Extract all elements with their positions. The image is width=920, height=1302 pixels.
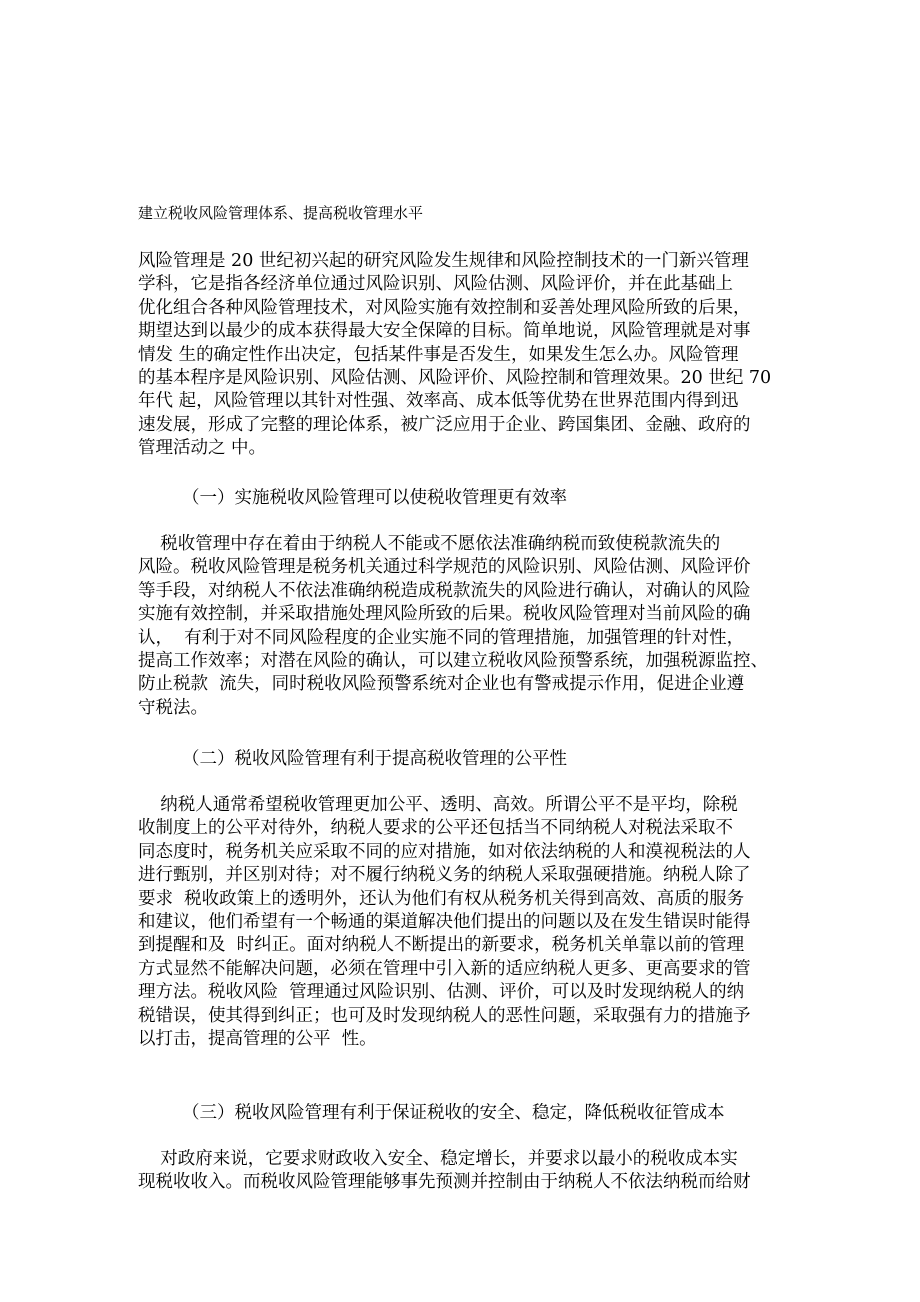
text-line: 纳税人通常希望税收管理更加公平、透明、高效。所谓公平不是平均，除税	[138, 795, 738, 815]
document-title: 建立税收风险管理体系、提高税收管理水平	[138, 204, 424, 222]
text-line: 防止税款 流失，同时税收风险预警系统对企业也有警戒提示作用，促进企业遵	[138, 674, 745, 695]
text-line: 学科，它是指各经济单位通过风险识别、风险估测、风险评价，并在此基础上	[138, 274, 733, 295]
text-line: 税错误，使其得到纠正；也可及时发现纳税人的恶性问题，采取强有力的措施予	[138, 1005, 751, 1026]
text-line: 和建议，他们希望有一个畅通的渠道解决他们提出的问题以及在发生错误时能得	[138, 911, 751, 932]
section-heading-1: （一）实施税收风险管理可以使税收管理更有效率	[182, 488, 567, 508]
section-3-paragraph	[138, 1148, 783, 1195]
text-line: 的基本程序是风险识别、风险估测、风险评价、风险控制和管理效果。20 世纪 70	[138, 367, 772, 388]
text-line: 到提醒和及 时纠正。面对纳税人不断提出的新要求，税务机关单靠以前的管理	[138, 935, 745, 956]
text-line: 收制度上的公平对待外，纳税人要求的公平还包括当不同纳税人对税法采取不	[138, 818, 733, 839]
text-line: 同态度时，税务机关应采取不同的应对措施，如对依法纳税的人和漠视税法的人	[138, 841, 751, 862]
section-2-paragraph	[138, 794, 783, 1051]
text-line: 风险管理是 20 世纪初兴起的研究风险发生规律和风险控制技术的一门新兴管理	[138, 251, 749, 271]
text-line: 提高工作效率；对潜在风险的确认，可以建立税收风险预警系统，加强税源监控、	[138, 650, 768, 671]
text-line: 要求 税收政策上的透明外，还认为他们有权从税务机关得到高效、高质的服务	[138, 888, 745, 909]
intro-paragraph	[138, 250, 783, 461]
text-line: 认， 有利于对不同风险程度的企业实施不同的管理措施，加强管理的针对性，	[138, 627, 745, 648]
text-line: 以打击，提高管理的公平 性。	[138, 1028, 377, 1049]
text-line: 风险。税收风险管理是税务机关通过科学规范的风险识别、风险估测、风险评价	[138, 557, 751, 578]
text-line: 期望达到以最少的成本获得最大安全保障的目标。简单地说，风险管理就是对事	[138, 321, 751, 342]
text-line: 理方法。税收风险 管理通过风险识别、估测、评价，可以及时发现纳税人的纳	[138, 982, 745, 1003]
text-line: 年代 起，风险管理以其针对性强、效率高、成本低等优势在世界范围内得到迅	[138, 391, 739, 412]
text-line: 实施有效控制，并采取措施处理风险所致的后果。税收风险管理对当前风险的确	[138, 604, 751, 625]
section-1-paragraph	[138, 533, 783, 720]
text-line: 守税法。	[138, 697, 208, 718]
section-heading-2: （二）税收风险管理有利于提高税收管理的公平性	[182, 749, 567, 769]
section-heading-3: （三）税收风险管理有利于保证税收的安全、稳定，降低税收征管成本	[182, 1103, 725, 1123]
text-line: 优化组合各种风险管理技术，对风险实施有效控制和妥善处理风险所致的后果，	[138, 297, 751, 318]
text-line: 等手段，对纳税人不依法准确纳税造成税款流失的风险进行确认，对确认的风险	[138, 580, 751, 601]
text-line: 情发 生的确定性作出决定，包括某件事是否发生，如果发生怎么办。风险管理	[138, 344, 739, 365]
text-line: 管理活动之 中。	[138, 438, 267, 459]
text-line: 进行甄别，并区别对待；对不履行纳税义务的纳税人采取强硬措施。纳税人除了	[138, 865, 751, 886]
text-line: 方式显然不能解决问题，必须在管理中引入新的适应纳税人更多、更高要求的管	[138, 958, 751, 979]
text-line: 税收管理中存在着由于纳税人不能或不愿依法准确纳税而致使税款流失的	[138, 534, 721, 554]
text-line: 现税收收入。而税收风险管理能够事先预测并控制由于纳税人不依法纳税而给财	[138, 1172, 751, 1193]
text-line: 速发展，形成了完整的理论体系，被广泛应用于企业、跨国集团、金融、政府的	[138, 414, 751, 435]
text-line: 对政府来说，它要求财政收入安全、稳定增长，并要求以最小的税收成本实	[138, 1149, 738, 1169]
